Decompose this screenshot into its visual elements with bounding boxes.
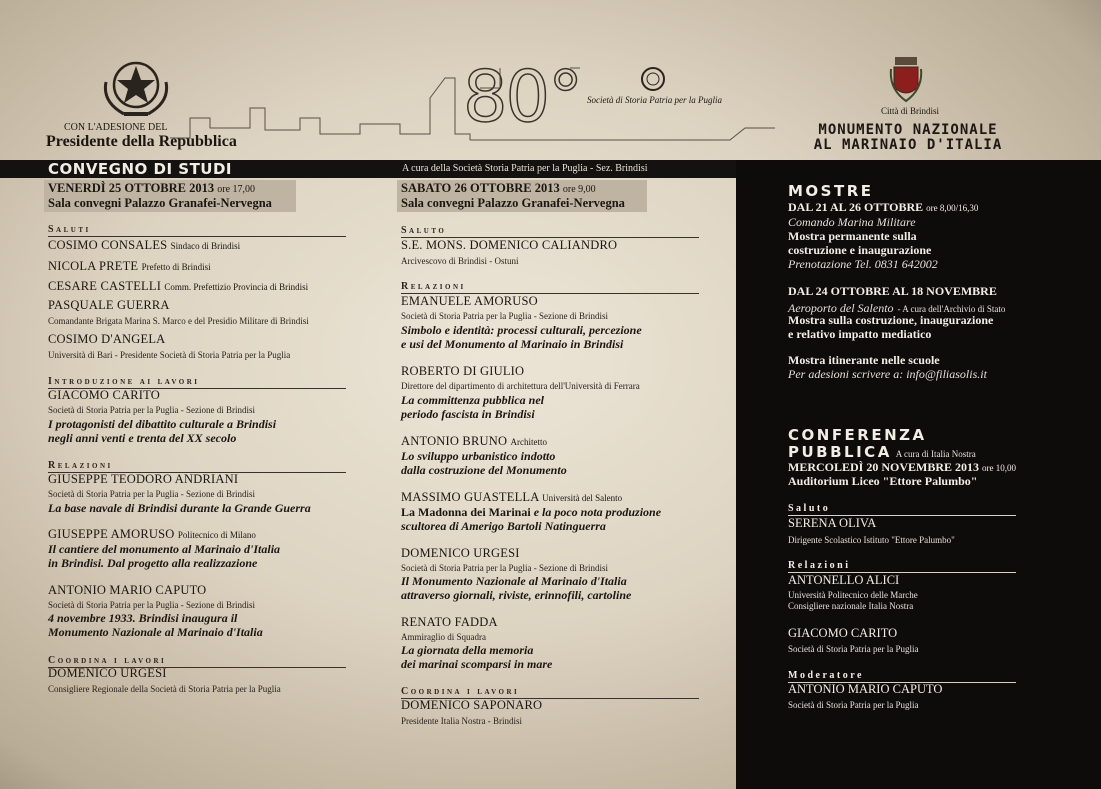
day1-saluti-label: Saluti <box>48 224 91 235</box>
relazione-name: ANTONIO BRUNO <box>401 434 508 448</box>
saluto-name: NICOLA PRETE <box>48 259 139 273</box>
mostra3-info: Per adesioni scrivere a: info@filiasolis.it <box>788 367 987 381</box>
mostra1-place: Comando Marina Militare <box>788 215 916 229</box>
day2-date-text: SABATO 26 OTTOBRE 2013 <box>401 181 560 195</box>
day2-time: ore 9,00 <box>562 184 596 195</box>
conferenza-title2: PUBBLICA <box>788 443 892 461</box>
relazione-item <box>48 527 256 542</box>
relazione-title: Il cantiere del monumento al Marinaio d'Italia <box>48 542 281 556</box>
saluto-aff: Arcivescovo di Brindisi - Ostuni <box>401 256 519 266</box>
events-panel <box>736 160 1101 789</box>
saluto-role: Università di Bari - Presidente Società di Storia Patria per la Puglia <box>48 350 291 360</box>
relazione-item <box>401 434 547 449</box>
relazione-title-bold: La Madonna dei Marinai <box>401 505 531 519</box>
relazione-aff: Società di Storia Patria per la Puglia - Sezione di Brindisi <box>401 563 608 573</box>
conf-moderatore-name: ANTONIO MARIO CAPUTO <box>788 682 943 696</box>
conf-moderatore-aff: Società di Storia Patria per la Puglia <box>788 700 919 710</box>
relazione-aff: Società di Storia Patria per la Puglia - Sezione di Brindisi <box>401 311 608 321</box>
relazione-title: La committenza pubblica nel <box>401 393 544 407</box>
mostra2-desc: e relativo impatto mediatico <box>788 327 932 341</box>
convegno-cura: A cura della Società Storia Patria per la Puglia - Sez. Brindisi <box>402 163 648 174</box>
coordina-name: DOMENICO SAPONARO <box>401 698 543 712</box>
day2-saluto-label: Saluto <box>401 225 447 236</box>
relazione-title: in Brindisi. Dal progetto alla realizzazione <box>48 556 258 570</box>
conf-saluto-aff: Dirigente Scolastico Istituto "Ettore Palumbo" <box>788 535 955 545</box>
day1-relazioni-label: Relazioni <box>48 460 113 471</box>
relazione-name: ANTONIO MARIO CAPUTO <box>48 583 207 597</box>
intro-aff: Società di Storia Patria per la Puglia - Sezione di Brindisi <box>48 405 255 415</box>
convegno-title: CONVEGNO DI STUDI <box>48 160 233 178</box>
relazione-name: DOMENICO URGESI <box>401 546 520 560</box>
adesione-line1: CON L'ADESIONE DEL <box>64 122 168 133</box>
intro-name: GIACOMO CARITO <box>48 388 160 402</box>
divider <box>48 236 346 237</box>
relazione-name: EMANUELE AMORUSO <box>401 294 538 308</box>
relazione-title: e usi del Monumento al Marinaio in Brindisi <box>401 337 624 351</box>
relazione-role: Politecnico di Milano <box>177 530 256 540</box>
mostra2-place-text: Aeroporto del Salento <box>788 301 894 315</box>
conf-rel1-aff: Consigliere nazionale Italia Nostra <box>788 601 914 611</box>
day2-venue: Sala convegni Palazzo Granafei-Nervegna <box>401 196 625 210</box>
day1-venue: Sala convegni Palazzo Granafei-Nervegna <box>48 196 272 210</box>
relazione-aff: Società di Storia Patria per la Puglia - Sezione di Brindisi <box>48 489 255 499</box>
citta-label: Città di Brindisi <box>881 106 940 116</box>
conferenza-date <box>788 460 1016 475</box>
relazione-item <box>401 490 622 505</box>
relazione-title: Il Monumento Nazionale al Marinaio d'Italia <box>401 574 627 588</box>
monument-title <box>793 123 1023 153</box>
relazione-title: periodo fascista in Brindisi <box>401 407 535 421</box>
relazione-title: Lo sviluppo urbanistico indotto <box>401 449 556 463</box>
mostra1-date-text: DAL 21 AL 26 OTTOBRE <box>788 200 924 214</box>
coordina-aff: Presidente Italia Nostra - Brindisi <box>401 716 522 726</box>
mostra1-prenotazione: Prenotazione Tel. 0831 642002 <box>788 257 938 271</box>
day2-date <box>401 181 596 196</box>
saluto-item <box>48 279 308 294</box>
mostre-title: MOSTRE <box>788 182 874 200</box>
italian-emblem-icon <box>94 52 178 122</box>
day1-date-text: VENERDÌ 25 OTTOBRE 2013 <box>48 181 215 195</box>
relazione-title: La giornata della memoria <box>401 643 534 657</box>
intro-title2: negli anni venti e trenta del XX secolo <box>48 431 237 445</box>
relazione-title <box>401 505 661 519</box>
relazione-title: scultorea di Amerigo Bartoli Natinguerra <box>401 519 606 533</box>
monument-line2: AL MARINAIO D'ITALIA <box>813 137 1003 153</box>
saluto-name: COSIMO CONSALES <box>48 238 168 252</box>
relazione-title: dalla costruzione del Monumento <box>401 463 567 477</box>
brindisi-coat-of-arms-icon <box>889 55 923 103</box>
relazione-name: RENATO FADDA <box>401 615 498 629</box>
saluto-role: Sindaco di Brindisi <box>170 241 241 251</box>
conf-saluto-label: Saluto <box>788 503 831 514</box>
saluto-role: Prefetto di Brindisi <box>141 262 211 272</box>
day2-relazioni-label: Relazioni <box>401 281 466 292</box>
conf-relazioni-label: Relazioni <box>788 560 851 571</box>
conf-rel2-aff: Società di Storia Patria per la Puglia <box>788 644 919 654</box>
relazione-aff: Ammiraglio di Squadra <box>401 632 486 642</box>
saluto-item <box>48 259 211 274</box>
day1-time: ore 17,00 <box>217 184 256 195</box>
relazione-role: Architetto <box>510 437 548 447</box>
mostra2-desc: Mostra sulla costruzione, inaugurazione <box>788 313 994 327</box>
relazione-name: GIUSEPPE TEODORO ANDRIANI <box>48 472 239 486</box>
day1-date <box>48 181 255 196</box>
day1-intro-label: Introduzione ai lavori <box>48 376 200 387</box>
conf-moderatore-label: Moderatore <box>788 670 864 681</box>
mostra2-date: DAL 24 OTTOBRE AL 18 NOVEMBRE <box>788 284 997 298</box>
conferenza-venue: Auditorium Liceo "Ettore Palumbo" <box>788 474 978 488</box>
mostra1-date <box>788 200 978 215</box>
coordina-name: DOMENICO URGESI <box>48 666 167 680</box>
mostra1-desc: costruzione e inaugurazione <box>788 243 932 257</box>
mostra1-time: ore 8,00/16,30 <box>926 203 979 213</box>
relazione-title-rest: e la poco nota produzione <box>533 505 662 519</box>
conf-saluto-name: SERENA OLIVA <box>788 516 877 530</box>
conf-rel1-aff: Università Politecnico delle Marche <box>788 590 918 600</box>
anniversary-80: 80° <box>463 56 582 138</box>
mostra3-title: Mostra itinerante nelle scuole <box>788 353 940 367</box>
relazione-title: attraverso giornali, riviste, erinnofili, cartoline <box>401 588 632 602</box>
conferenza-time: ore 10,00 <box>982 463 1017 473</box>
relazione-name: MASSIMO GUASTELLA <box>401 490 539 504</box>
saluto-role: Comm. Prefettizio Provincia di Brindisi <box>164 282 309 292</box>
saluto-role: Comandante Brigata Marina S. Marco e del Presidio Militare di Brindisi <box>48 316 309 326</box>
conf-rel1-name: ANTONELLO ALICI <box>788 573 900 587</box>
intro-title1: I protagonisti del dibattito culturale a Brindisi <box>48 417 277 431</box>
societa-label: Società di Storia Patria per la Puglia <box>587 95 722 105</box>
saluto-name: CESARE CASTELLI <box>48 279 162 293</box>
day2-coordina-label: Coordina i lavori <box>401 686 520 697</box>
relazione-title: Monumento Nazionale al Marinaio d'Italia <box>48 625 263 639</box>
saluto-item <box>48 238 240 253</box>
monument-line1: MONUMENTO NAZIONALE <box>818 122 998 138</box>
relazione-name: GIUSEPPE AMORUSO <box>48 527 175 541</box>
relazione-role: Università del Salento <box>542 493 623 503</box>
conferenza-title1: CONFERENZA <box>788 426 927 444</box>
societa-seal-icon <box>640 66 666 92</box>
relazione-name: ROBERTO DI GIULIO <box>401 364 525 378</box>
relazione-aff: Direttore del dipartimento di architettura dell'Università di Ferrara <box>401 381 640 391</box>
saluto-name: COSIMO D'ANGELA <box>48 332 166 346</box>
conf-rel2-name: GIACOMO CARITO <box>788 626 898 640</box>
adesione-line2: Presidente della Repubblica <box>46 133 237 150</box>
relazione-title: La base navale di Brindisi durante la Grande Guerra <box>48 501 311 515</box>
saluto-name: PASQUALE GUERRA <box>48 298 170 312</box>
relazione-title: Simbolo e identità: processi culturali, percezione <box>401 323 642 337</box>
coordina-aff: Consigliere Regionale della Società di Storia Patria per la Puglia <box>48 684 281 694</box>
conferenza-cura: A cura di Italia Nostra <box>895 449 976 459</box>
saluto-name: S.E. MONS. DOMENICO CALIANDRO <box>401 238 618 252</box>
mostra1-desc: Mostra permanente sulla <box>788 229 917 243</box>
mostra2-cura: - A cura dell'Archivio di Stato <box>897 304 1006 314</box>
relazione-aff: Società di Storia Patria per la Puglia - Sezione di Brindisi <box>48 600 255 610</box>
relazione-title: dei marinai scomparsi in mare <box>401 657 553 671</box>
conferenza-date-text: MERCOLEDÌ 20 NOVEMBRE 2013 <box>788 460 980 474</box>
relazione-title: 4 novembre 1933. Brindisi inaugura il <box>48 611 238 625</box>
day1-coordina-label: Coordina i lavori <box>48 655 167 666</box>
